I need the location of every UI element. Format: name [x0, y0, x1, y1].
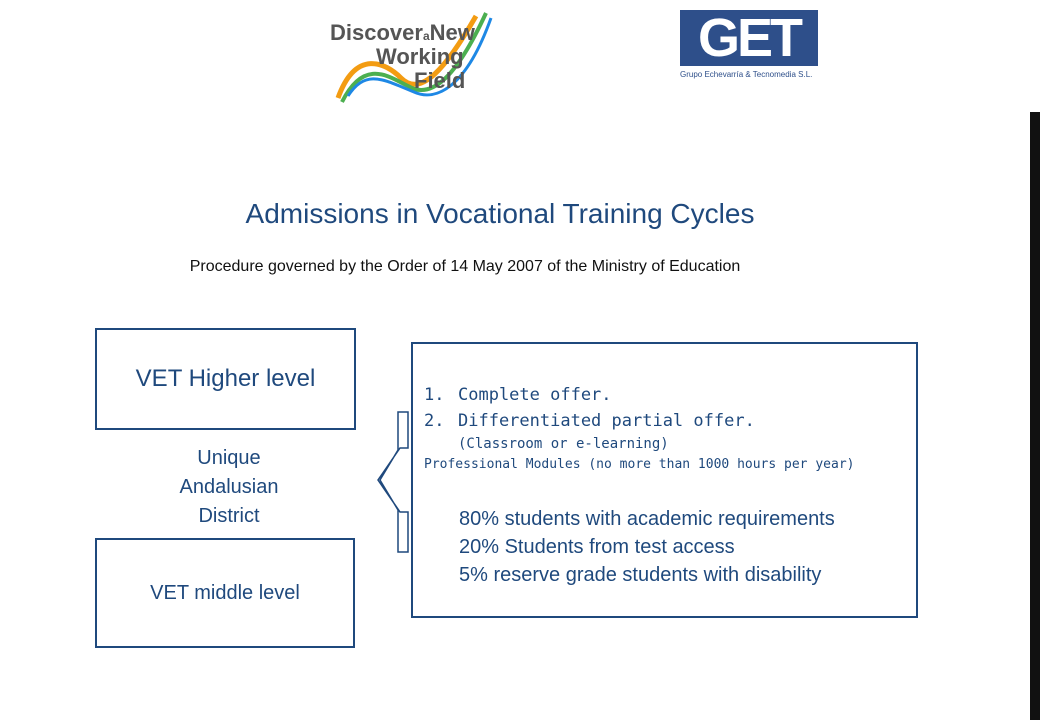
slide-title: Admissions in Vocational Training Cycles [245, 198, 755, 229]
get-logo-mark: GET [680, 10, 818, 66]
offer-item-text: Differentiated partial offer. [458, 411, 755, 431]
slide-subtitle: Procedure governed by the Order of 14 May 2007 of the Ministry of Education [189, 258, 741, 275]
offer-item-complete [424, 382, 904, 408]
offer-item-text: Complete offer. [458, 385, 612, 405]
offer-item-number: 1. [424, 385, 445, 405]
logo-word-a: a [422, 29, 430, 43]
logo-word-new: New [429, 20, 475, 45]
professional-modules-note: Professional Modules (no more than 1000 hours per year) [424, 457, 855, 472]
offer-list [424, 382, 904, 476]
district-line-2: Andalusian [179, 476, 279, 498]
offer-item-number: 2. [424, 411, 445, 431]
offer-item-partial [424, 408, 904, 434]
logo-word-working: Working [376, 44, 464, 69]
quota-academic: 80% students with academic requirements [459, 508, 835, 530]
quota-list [459, 505, 919, 589]
district-line-3: District [198, 505, 260, 527]
logo-word-field: Field [414, 68, 466, 93]
logo-word-discover: Discover [330, 20, 423, 45]
quota-disability: 5% reserve grade students with disability [459, 564, 822, 586]
district-line-1: Unique [197, 447, 261, 469]
quota-test-access: 20% Students from test access [459, 536, 735, 558]
get-logo-caption: Grupo Echevarría & Tecnomedia S.L. [680, 70, 813, 79]
offer-mode-note: (Classroom or e-learning) [458, 436, 669, 452]
vet-higher-level-label: VET Higher level [135, 365, 316, 392]
vet-middle-level-label: VET middle level [150, 581, 300, 604]
